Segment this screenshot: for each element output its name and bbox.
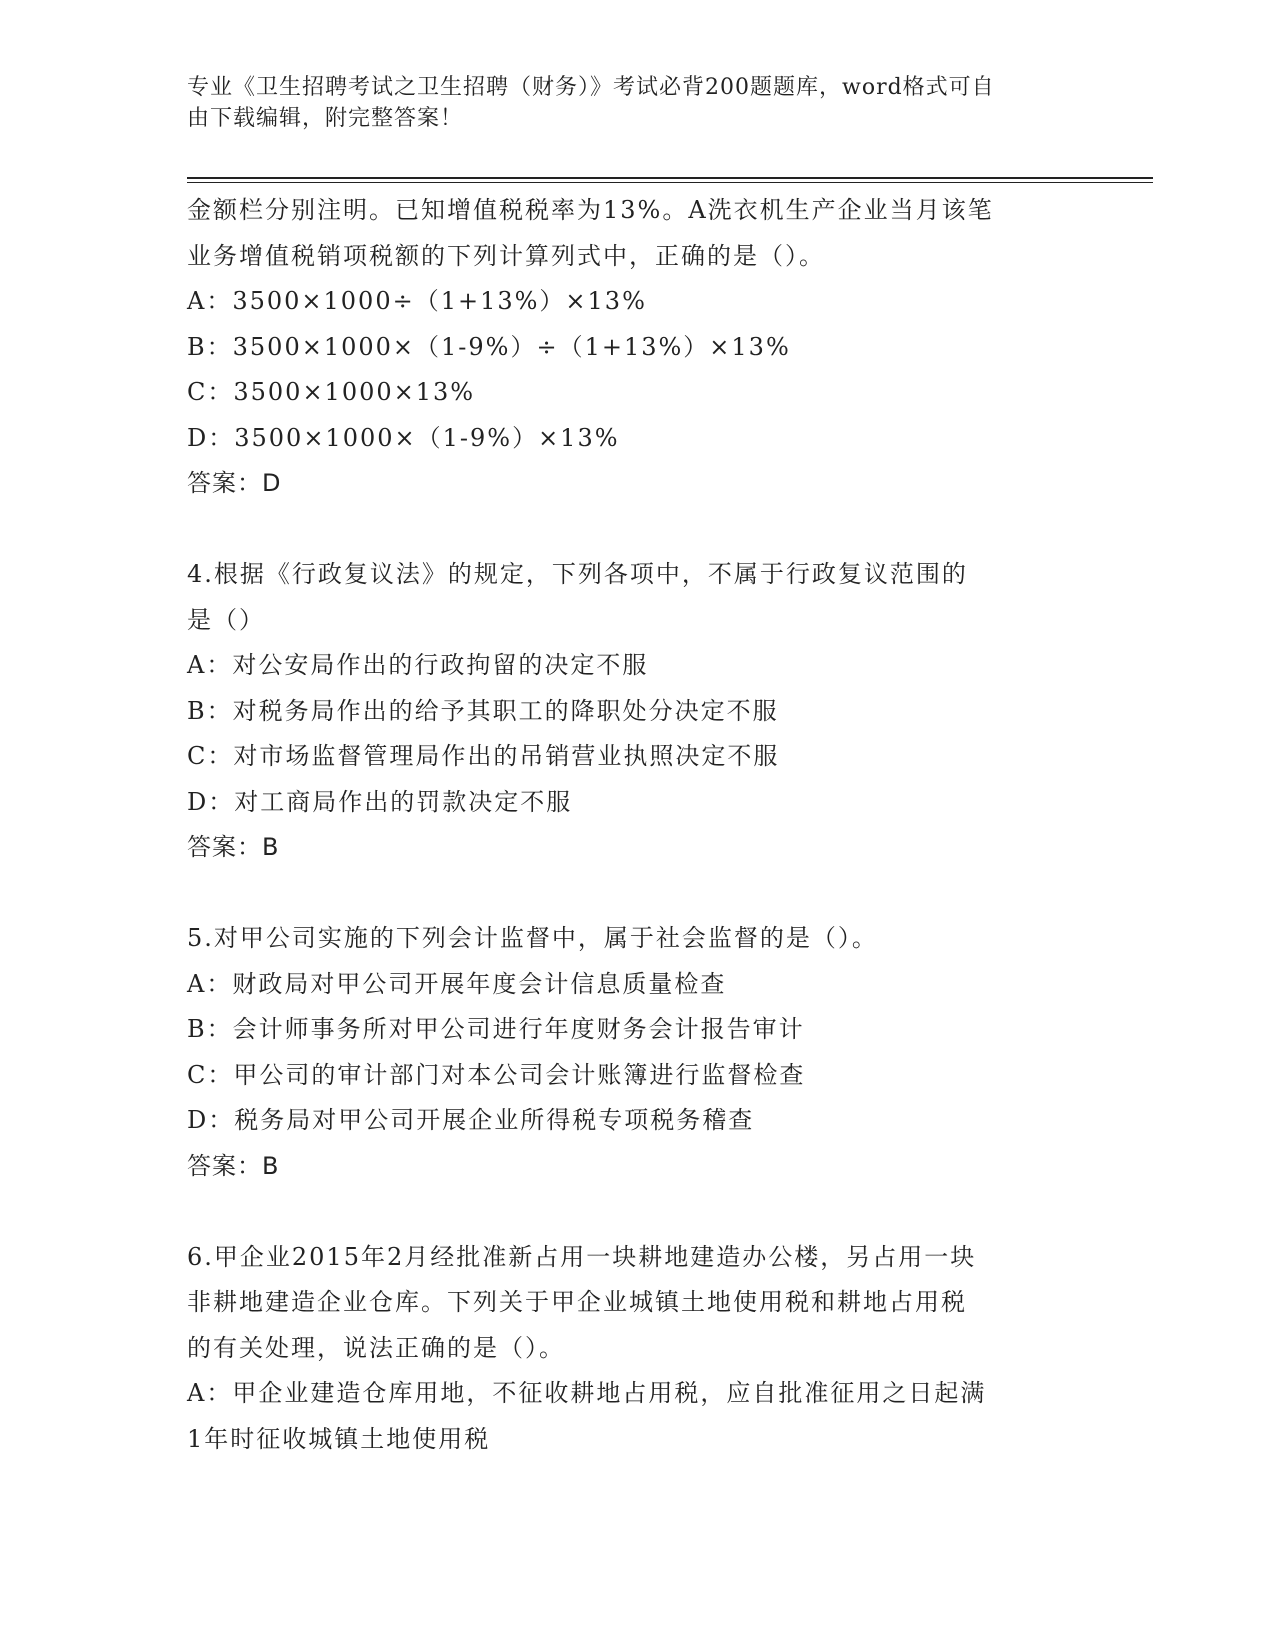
question-text-line: 金额栏分别注明。已知增值税税率为13%。A洗衣机生产企业当月该笔 (187, 196, 994, 224)
option-a: A：财政局对甲公司开展年度会计信息质量检查 (187, 969, 727, 998)
option-c: C：甲公司的审计部门对本公司会计账簿进行监督检查 (187, 1060, 806, 1089)
option-d: D：对工商局作出的罚款决定不服 (187, 787, 573, 816)
question-text-line: 是（） (187, 605, 265, 634)
header-line-1: 专业《卫生招聘考试之卫生招聘（财务）》考试必背200题题库，word格式可自 (187, 75, 995, 100)
option-b: B：会计师事务所对甲公司进行年度财务会计报告审计 (187, 1015, 805, 1043)
question-text-line: 4.根据《行政复议法》的规定，下列各项中，不属于行政复议范围的 (187, 560, 968, 588)
question-5 (187, 916, 1087, 1189)
spacer (187, 507, 1087, 553)
spacer (187, 1189, 1087, 1235)
spacer (187, 871, 1087, 917)
option-d: D：税务局对甲公司开展企业所得税专项税务稽查 (187, 1106, 755, 1134)
option-b: B：3500×1000×（1-9%）÷（1+13%）×13% (187, 332, 791, 361)
option-a: A：甲企业建造仓库用地，不征收耕地占用税，应自批准征用之日起满 (187, 1379, 987, 1407)
option-c: C：3500×1000×13% (187, 378, 476, 406)
option-a: A：对公安局作出的行政拘留的决定不服 (187, 651, 649, 679)
answer-line: 答案：B (187, 1151, 280, 1180)
option-b: B：对税务局作出的给予其职工的降职处分决定不服 (187, 696, 779, 725)
question-text-line: 业务增值税销项税额的下列计算列式中，正确的是（）。 (187, 241, 825, 270)
question-text-line: 非耕地建造企业仓库。下列关于甲企业城镇土地使用税和耕地占用税 (187, 1288, 967, 1316)
question-text-line: 的有关处理，说法正确的是（）。 (187, 1333, 565, 1362)
header-divider-thick (187, 177, 1153, 179)
option-d: D：3500×1000×（1-9%）×13% (187, 423, 620, 452)
option-a-continued: 1年时征收城镇土地使用税 (187, 1424, 491, 1453)
question-3-continued (187, 188, 1087, 507)
header-divider-thin (187, 182, 1153, 183)
document-header (187, 72, 1067, 134)
question-text-line: 5.对甲公司实施的下列会计监督中，属于社会监督的是（）。 (187, 924, 878, 952)
question-6 (187, 1235, 1087, 1463)
question-4 (187, 552, 1087, 871)
header-line-2: 由下载编辑，附完整答案！ (187, 106, 464, 131)
question-text-line: 6.甲企业2015年2月经批准新占用一块耕地建造办公楼，另占用一块 (187, 1242, 977, 1271)
option-c: C：对市场监督管理局作出的吊销营业执照决定不服 (187, 742, 780, 770)
option-a: A：3500×1000÷（1+13%）×13% (187, 287, 647, 315)
answer-line: 答案：B (187, 833, 280, 861)
answer-line: 答案：D (187, 469, 282, 497)
document-body (187, 188, 1087, 1462)
